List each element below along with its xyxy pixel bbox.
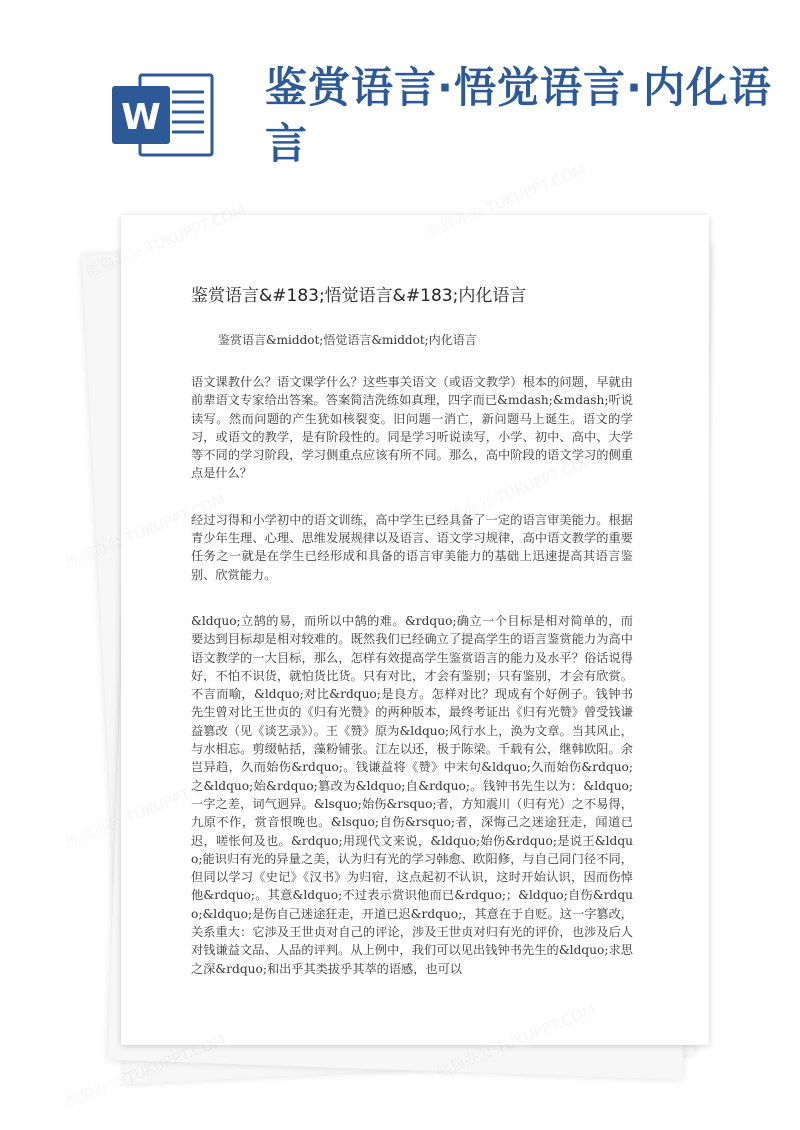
document-body [191, 373, 633, 1006]
paragraph: &ldquo;立鹄的易，而所以中鹄的难。&rdquo;确立一个目标是相对简单的，而要达到目标却是相对较难的。既然我们已经确立了提高学生的语言鉴赏能力为高中语文教学的一大目标，那么，怎样有效提高学生鉴赏语言的能力及水平？俗话说得好，不怕不识货，就怕货比货。只有对比，才会有鉴别；只有鉴别，才会有欣赏。不言而喻，&ldquo;对比&rdquo;是良方。怎样对比？现成有个好例子。钱钟书先生曾对比王世贞的《归有光赞》的两种版本，最终考证出《归有光赞》曾受钱谦益篡改（见《谈艺录》）。王《赞》原为&ldquo;风行水上，涣为文章。当其风止，与水相忘。剪缀帖括，藻粉铺张。江左以还，极于陈梁。千载有公，继韩欧阳。余岂异趋，久而始伤&rdquo;。钱谦益将《赞》中末句&ldquo;久而始伤&rdquo;之&ldquo;始&rdquo;篡改为&ldquo;自&rdquo;。钱钟书先生以为：&ldquo;一字之差，词气迥异。&lsquo;始伤&rsquo;者，方知震川（归有光）之不易得，九原不作，赏音恨晚也。&lsquo;自伤&rsquo;者，深悔己之迷途狂走，闻道已迟，嗟怅何及也。&rdquo;用现代文来说，&ldquo;始伤&rdquo;是说王&ldquo;能识归有光的异量之美，认为归有光的学习韩愈、欧阳修，与自己同门径不同，但同以学习《史记》《汉书》为归宿，这点起初不认识，这时开始认识，因而伤悼他&rdquo;。其意&ldquo;不过表示赏识他而已&rdquo;；&ldquo;自伤&rdquo;&ldquo;是伤自己迷途狂走，开道已迟&rdquo;，其意在于自贬。这一字篡改，关系重大：它涉及王世贞对自己的评论，涉及王世贞对归有光的评价，也涉及后人对钱谦益文品、人品的评判。从上例中，我们可以见出钱钟书先生的&ldquo;求思之深&rdquo;和出乎其类拔乎其萃的语感，也可以 [191, 613, 633, 976]
paragraph: 经过习得和小学初中的语文训练，高中学生已经具备了一定的语言审美能力。根据青少年生理、心理、思维发展规律以及语言、语文学习规律，高中语文教学的重要任务之一就是在学生已经形成和具备的语言审美能力的基础上迅速提高其语言鉴别、欣赏能力。 [191, 512, 633, 582]
word-logo-icon [110, 70, 220, 160]
paragraph: 语文课教什么？语文课学什么？这些事关语文（或语文教学）根本的问题，早就由前辈语文专家给出答案。答案简洁洗练如真理，四字而已&mdash;&mdash;听说读写。然而问题的产生犹如核裂变。旧问题一消亡，新问题马上诞生。语文的学习，或语文的教学，是有阶段性的。同是学习听说读写，小学、初中、高中、大学等不同的学习阶段，学习侧重点应该有所不同。那么，高中阶段的语文学习的侧重点是什么？ [191, 375, 633, 481]
logo-letter: W [121, 97, 161, 138]
document-subtitle: 鉴赏语言&middot;悟觉语言&middot;内化语言 [218, 333, 477, 347]
document-page [121, 215, 709, 1045]
banner-title: 鉴赏语言·悟觉语言·内化语言 [265, 63, 772, 168]
document-title: 鉴赏语言&#183;悟觉语言&#183;内化语言 [191, 286, 527, 306]
